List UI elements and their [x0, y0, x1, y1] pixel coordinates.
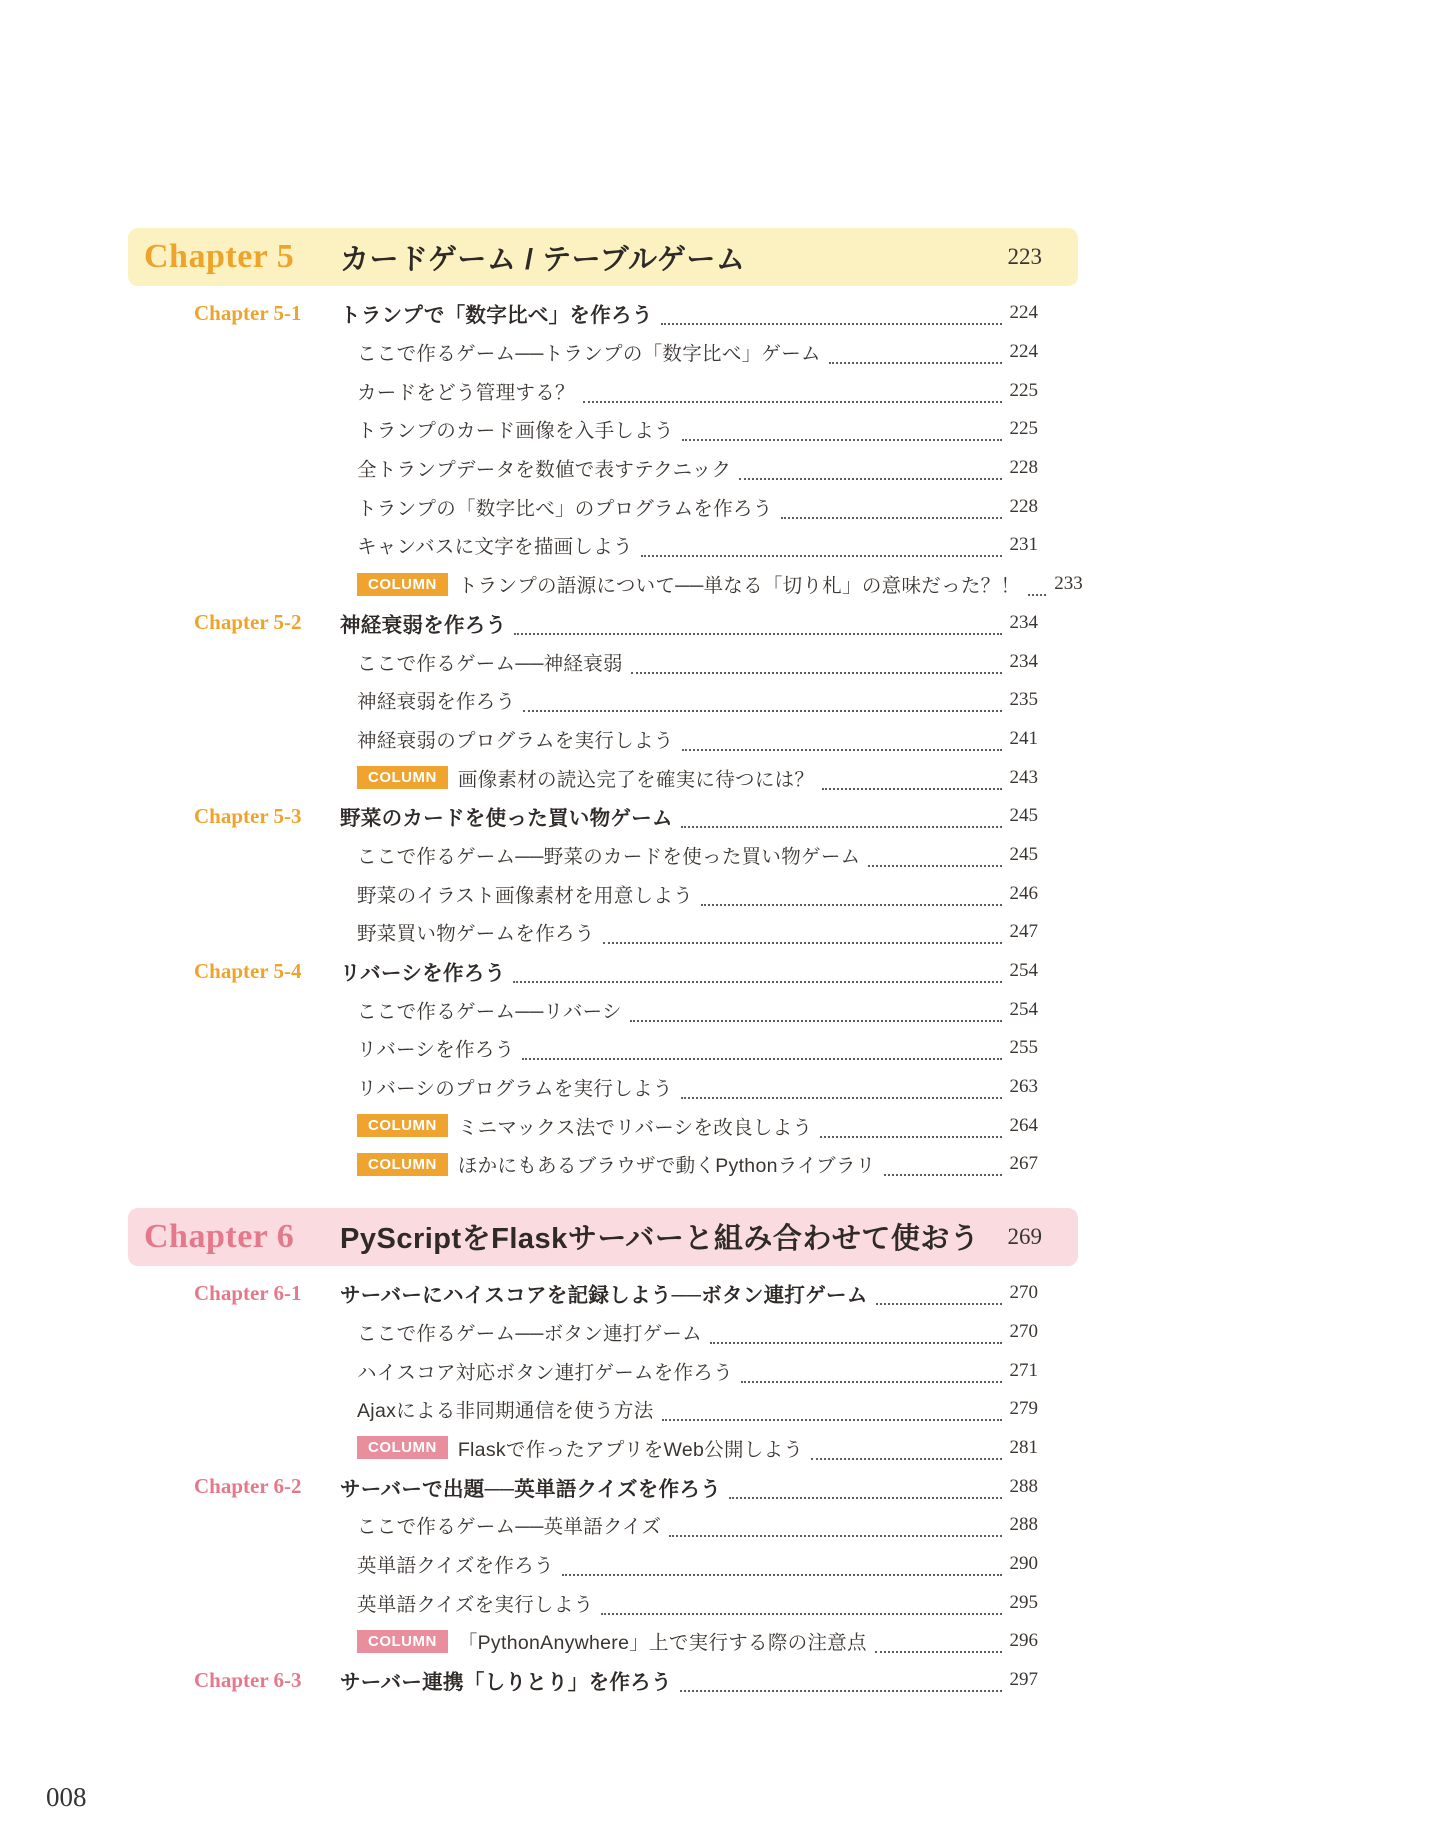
dotted-leader [729, 1485, 1002, 1499]
dotted-leader [662, 1407, 1002, 1421]
section-id: Chapter 6-3 [194, 1667, 302, 1692]
item-label: キャンバスに文字を描画しよう [357, 536, 633, 559]
toc-item-row [128, 874, 1078, 913]
section-page-number: 270 [1009, 1282, 1038, 1304]
dotted-leader [781, 505, 1002, 519]
item-page-number: 228 [1009, 457, 1038, 479]
item-label: リバーシのプログラムを実行しよう [357, 1078, 673, 1101]
toc-item-row [128, 1029, 1078, 1068]
dotted-leader [583, 389, 1002, 403]
item-page-number: 295 [1009, 1591, 1038, 1613]
section-id: Chapter 5-3 [194, 803, 302, 828]
dotted-leader [631, 660, 1002, 674]
item-label: ここで作るゲーム──トランプの「数字比べ」ゲーム [357, 343, 821, 366]
item-label: ここで作るゲーム──リバーシ [357, 1000, 622, 1023]
chapter-block [128, 1208, 1078, 1700]
toc-item-row [128, 1068, 1078, 1107]
item-page-number: 247 [1009, 921, 1038, 943]
item-label: ここで作るゲーム──英単語クイズ [357, 1516, 662, 1539]
item-label: ハイスコア対応ボタン連打ゲームを作ろう [357, 1361, 734, 1384]
section-row [128, 952, 1078, 991]
item-label: ここで作るゲーム──野菜のカードを使った買い物ゲーム [357, 845, 861, 868]
table-of-contents [128, 228, 1083, 1723]
section-row [128, 294, 1078, 333]
dotted-leader [701, 892, 1001, 906]
item-page-number: 246 [1009, 882, 1038, 904]
dotted-leader [822, 776, 1001, 790]
item-label: 神経衰弱のプログラムを実行しよう [357, 729, 674, 752]
toc-item-row [128, 526, 1078, 565]
toc-item-row [128, 1583, 1078, 1622]
item-label: ここで作るゲーム──ボタン連打ゲーム [357, 1322, 703, 1345]
item-page-number: 279 [1009, 1398, 1038, 1420]
section-id: Chapter 6-1 [194, 1280, 302, 1305]
dotted-leader [710, 1330, 1001, 1344]
item-page-number: 254 [1009, 998, 1038, 1020]
section-title: リバーシを作ろう [340, 962, 506, 986]
section-row [128, 797, 1078, 836]
dotted-leader [641, 543, 1002, 557]
toc-item-row [128, 642, 1078, 681]
dotted-leader [603, 930, 1002, 944]
toc-item-row [128, 565, 1083, 604]
chapter-banner [128, 228, 1078, 286]
toc-item-row [128, 333, 1078, 372]
section-id: Chapter 5-2 [194, 610, 302, 635]
toc-item-row [128, 1390, 1078, 1429]
dotted-leader [741, 1369, 1001, 1383]
item-label: カードをどう管理する？ [357, 381, 575, 404]
item-label: 野菜のイラスト画像素材を用意しよう [357, 884, 694, 907]
item-label: リバーシを作ろう [357, 1039, 515, 1062]
item-label: トランプの「数字比べ」のプログラムを作ろう [357, 497, 773, 520]
section-id: Chapter 6-2 [194, 1474, 302, 1499]
toc-item-row [128, 1545, 1078, 1584]
item-page-number: 264 [1009, 1114, 1038, 1136]
item-page-number: 241 [1009, 727, 1038, 749]
section-page-number: 288 [1009, 1475, 1038, 1497]
toc-item-row [128, 836, 1078, 875]
toc-item-row [128, 1106, 1078, 1145]
item-page-number: 224 [1009, 341, 1038, 363]
chapter-banner [128, 1208, 1078, 1266]
chapter-rows [128, 294, 1083, 1184]
dotted-leader [884, 1162, 1002, 1176]
toc-item-row [128, 1313, 1078, 1352]
item-page-number: 234 [1009, 650, 1038, 672]
section-page-number: 224 [1009, 302, 1038, 324]
toc-item-row [128, 1622, 1078, 1661]
dotted-leader [514, 621, 1001, 635]
chapter-title: PyScriptをFlaskサーバーと組み合わせて使おう [340, 1223, 980, 1256]
toc-item-row [128, 913, 1078, 952]
dotted-leader [1028, 582, 1046, 596]
dotted-leader [669, 1523, 1001, 1537]
toc-item-row [128, 449, 1078, 488]
dotted-leader [682, 737, 1002, 751]
section-page-number: 254 [1009, 960, 1038, 982]
column-badge: COLUMN [357, 1436, 448, 1459]
item-page-number: 296 [1009, 1630, 1038, 1652]
dotted-leader [681, 1085, 1002, 1099]
dotted-leader [601, 1601, 1001, 1615]
column-badge: COLUMN [357, 1630, 448, 1653]
dotted-leader [661, 311, 1002, 325]
item-label: ここで作るゲーム──神経衰弱 [357, 652, 623, 675]
dotted-leader [681, 814, 1002, 828]
toc-item-row [128, 1145, 1078, 1184]
item-label: Ajaxによる非同期通信を使う方法 [357, 1400, 654, 1423]
item-page-number: 267 [1009, 1153, 1038, 1175]
item-label: 「PythonAnywhere」上で実行する際の注意点 [457, 1632, 867, 1655]
section-row [128, 604, 1078, 643]
item-page-number: 235 [1009, 689, 1038, 711]
item-page-number: 243 [1009, 766, 1038, 788]
dotted-leader [811, 1446, 1001, 1460]
item-page-number: 290 [1009, 1552, 1038, 1574]
item-page-number: 281 [1009, 1436, 1038, 1458]
section-title: サーバー連携「しりとり」を作ろう [340, 1671, 672, 1695]
chapter-id: Chapter 6 [144, 1217, 295, 1255]
column-badge: COLUMN [357, 573, 448, 596]
section-title: サーバーで出題──英単語クイズを作ろう [340, 1477, 721, 1501]
item-label: ほかにもあるブラウザで動くPythonライブラリ [457, 1155, 876, 1178]
item-page-number: 225 [1009, 379, 1038, 401]
item-page-number: 288 [1009, 1514, 1038, 1536]
chapter-title: カードゲーム / テーブルゲーム [340, 243, 746, 276]
column-badge: COLUMN [357, 1114, 448, 1137]
toc-item-row [128, 1429, 1078, 1468]
section-id: Chapter 5-1 [194, 300, 302, 325]
item-label: 英単語クイズを実行しよう [357, 1593, 594, 1616]
section-title: 野菜のカードを使った買い物ゲーム [340, 807, 673, 831]
column-badge: COLUMN [357, 1153, 448, 1176]
chapter-block [128, 228, 1083, 1184]
toc-item-row [128, 371, 1078, 410]
item-label: Flaskで作ったアプリをWeb公開しよう [457, 1438, 804, 1461]
dotted-leader [522, 1046, 1001, 1060]
chapter-rows [128, 1274, 1078, 1700]
section-row [128, 1661, 1078, 1700]
dotted-leader [682, 427, 1002, 441]
dotted-leader [523, 698, 1001, 712]
toc-item-row [128, 758, 1078, 797]
section-title: サーバーにハイスコアを記録しよう──ボタン連打ゲーム [340, 1284, 868, 1308]
item-label: 野菜買い物ゲームを作ろう [357, 923, 595, 946]
dotted-leader [820, 1124, 1001, 1138]
section-page-number: 297 [1009, 1669, 1038, 1691]
item-page-number: 225 [1009, 418, 1038, 440]
item-label: ミニマックス法でリバーシを改良しよう [457, 1116, 813, 1139]
item-page-number: 228 [1009, 495, 1038, 517]
item-label: トランプの語源について──単なる「切り札」の意味だった？！ [457, 575, 1021, 598]
dotted-leader [680, 1678, 1002, 1692]
section-row [128, 1467, 1078, 1506]
footer-page-number: 008 [46, 1782, 87, 1812]
dotted-leader [513, 969, 1001, 983]
dotted-leader [829, 350, 1002, 364]
toc-item-row [128, 410, 1078, 449]
section-title: トランプで「数字比べ」を作ろう [340, 304, 653, 328]
section-page-number: 245 [1009, 805, 1038, 827]
item-page-number: 270 [1009, 1320, 1038, 1342]
item-page-number: 271 [1009, 1359, 1038, 1381]
toc-item-row [128, 990, 1078, 1029]
item-page-number: 263 [1009, 1076, 1038, 1098]
column-badge: COLUMN [357, 766, 448, 789]
item-label: 画像素材の読込完了を確実に待つには？ [457, 768, 815, 791]
section-row [128, 1274, 1078, 1313]
section-id: Chapter 5-4 [194, 958, 302, 983]
dotted-leader [868, 853, 1001, 867]
item-page-number: 255 [1009, 1037, 1038, 1059]
dotted-leader [875, 1639, 1002, 1653]
chapter-page-number: 223 [1007, 244, 1042, 269]
item-label: 英単語クイズを作ろう [357, 1554, 554, 1577]
toc-item-row [128, 720, 1078, 759]
item-label: 全トランプデータを数値で表すテクニック [357, 459, 732, 482]
toc-item-row [128, 1506, 1078, 1545]
item-page-number: 231 [1009, 534, 1038, 556]
dotted-leader [562, 1562, 1002, 1576]
item-page-number: 233 [1054, 573, 1083, 595]
toc-item-row [128, 681, 1078, 720]
item-page-number: 245 [1009, 843, 1038, 865]
chapter-page-number: 269 [1007, 1223, 1042, 1249]
chapter-id: Chapter 5 [144, 238, 295, 275]
section-page-number: 234 [1009, 611, 1038, 633]
toc-item-row [128, 487, 1078, 526]
toc-item-row [128, 1351, 1078, 1390]
item-label: トランプのカード画像を入手しよう [357, 420, 674, 443]
dotted-leader [630, 1008, 1002, 1022]
dotted-leader [876, 1291, 1002, 1305]
dotted-leader [739, 466, 1001, 480]
item-label: 神経衰弱を作ろう [357, 691, 516, 714]
section-title: 神経衰弱を作ろう [340, 613, 507, 637]
